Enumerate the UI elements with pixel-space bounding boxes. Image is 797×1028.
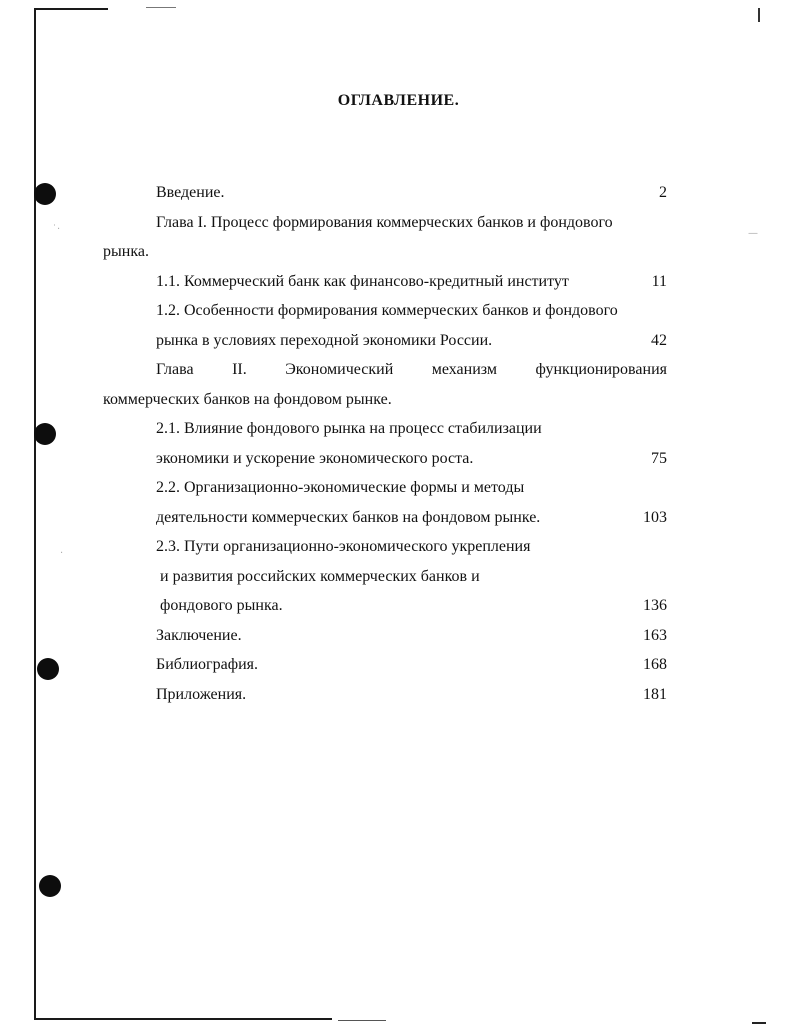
toc-entry-label: Введение.	[156, 184, 225, 201]
toc-entry-bibliography[interactable]	[103, 650, 667, 680]
toc-entry-word: II.	[232, 361, 247, 378]
toc-entry-introduction[interactable]	[103, 178, 667, 208]
table-of-contents	[103, 178, 667, 709]
toc-entry-label-continued: экономики и ускорение экономического роста.	[156, 449, 474, 467]
toc-entry-label: 2.3. Пути организационно-экономического укрепления	[156, 538, 531, 555]
scan-speck: —	[748, 228, 758, 239]
toc-entry-chapter-2[interactable]	[103, 355, 667, 414]
scan-margin-line-left	[34, 8, 36, 1020]
toc-entry-label: 1.1. Коммерческий банк как финансово-кредитный институт	[156, 272, 569, 290]
toc-entry-word: функционирования	[535, 361, 667, 378]
toc-page-number: 136	[643, 597, 667, 614]
toc-entry-label: 2.2. Организационно-экономические формы и методы	[156, 479, 525, 496]
toc-entry-label: Заключение.	[156, 626, 242, 644]
toc-entry-label-continued: рынка в условиях переходной экономики России.	[156, 331, 493, 349]
punch-hole	[39, 875, 61, 897]
toc-entry-section-2-3[interactable]	[103, 532, 667, 621]
scan-margin-fragment-bottom	[338, 1020, 386, 1021]
toc-entry-label-continued: и развития российских коммерческих банков и	[160, 567, 480, 585]
toc-entry-label-continued: фондового рынка.	[160, 597, 283, 614]
toc-entry-label: Глава I. Процесс формирования коммерческих банков и фондового	[156, 213, 613, 231]
toc-entry-label: Библиография.	[156, 656, 258, 673]
toc-entry-section-2-1[interactable]	[103, 414, 667, 473]
toc-entry-label-continued: рынка.	[103, 243, 149, 260]
toc-entry-label: 1.2. Особенности формирования коммерческих банков и фондового	[156, 302, 618, 319]
toc-entry-chapter-1[interactable]	[103, 208, 667, 267]
scan-margin-line-top	[34, 8, 108, 10]
toc-entry-appendices[interactable]	[103, 680, 667, 710]
scan-speck: ˙·	[52, 224, 61, 235]
punch-hole	[34, 183, 56, 205]
toc-entry-section-2-2[interactable]	[103, 473, 667, 532]
toc-entry-label-continued: коммерческих банков на фондовом рынке.	[103, 390, 392, 408]
toc-page-number: 42	[651, 331, 667, 349]
toc-page-number: 163	[643, 626, 667, 644]
scan-margin-tick-right	[758, 8, 760, 22]
toc-page-number: 11	[651, 272, 667, 290]
toc-entry-word: механизм	[431, 361, 497, 378]
toc-entry-word: Глава	[156, 361, 194, 378]
toc-page-number: 75	[651, 449, 667, 467]
toc-entry-word: Экономический	[285, 361, 394, 378]
page-title: ОГЛАВЛЕНИЕ.	[337, 92, 460, 109]
toc-entry-section-1-1[interactable]	[103, 267, 667, 297]
toc-entry-label: Приложения.	[156, 685, 247, 703]
toc-page-number: 168	[643, 656, 667, 673]
scan-margin-fragment-top	[146, 7, 176, 8]
toc-entry-section-1-2[interactable]	[103, 296, 667, 355]
toc-entry-label: 2.1. Влияние фондового рынка на процесс стабилизации	[156, 420, 542, 437]
scan-speck: ·	[60, 548, 64, 559]
toc-page-number: 103	[643, 508, 667, 526]
punch-hole	[34, 423, 56, 445]
toc-entry-label-continued: деятельности коммерческих банков на фондовом рынке.	[156, 508, 541, 526]
scan-margin-line-bottom	[36, 1018, 332, 1020]
toc-entry-conclusion[interactable]	[103, 621, 667, 651]
scan-corner-mark	[752, 1022, 766, 1024]
toc-page-number: 181	[643, 685, 667, 703]
toc-page-number: 2	[659, 184, 667, 201]
punch-hole	[37, 658, 59, 680]
